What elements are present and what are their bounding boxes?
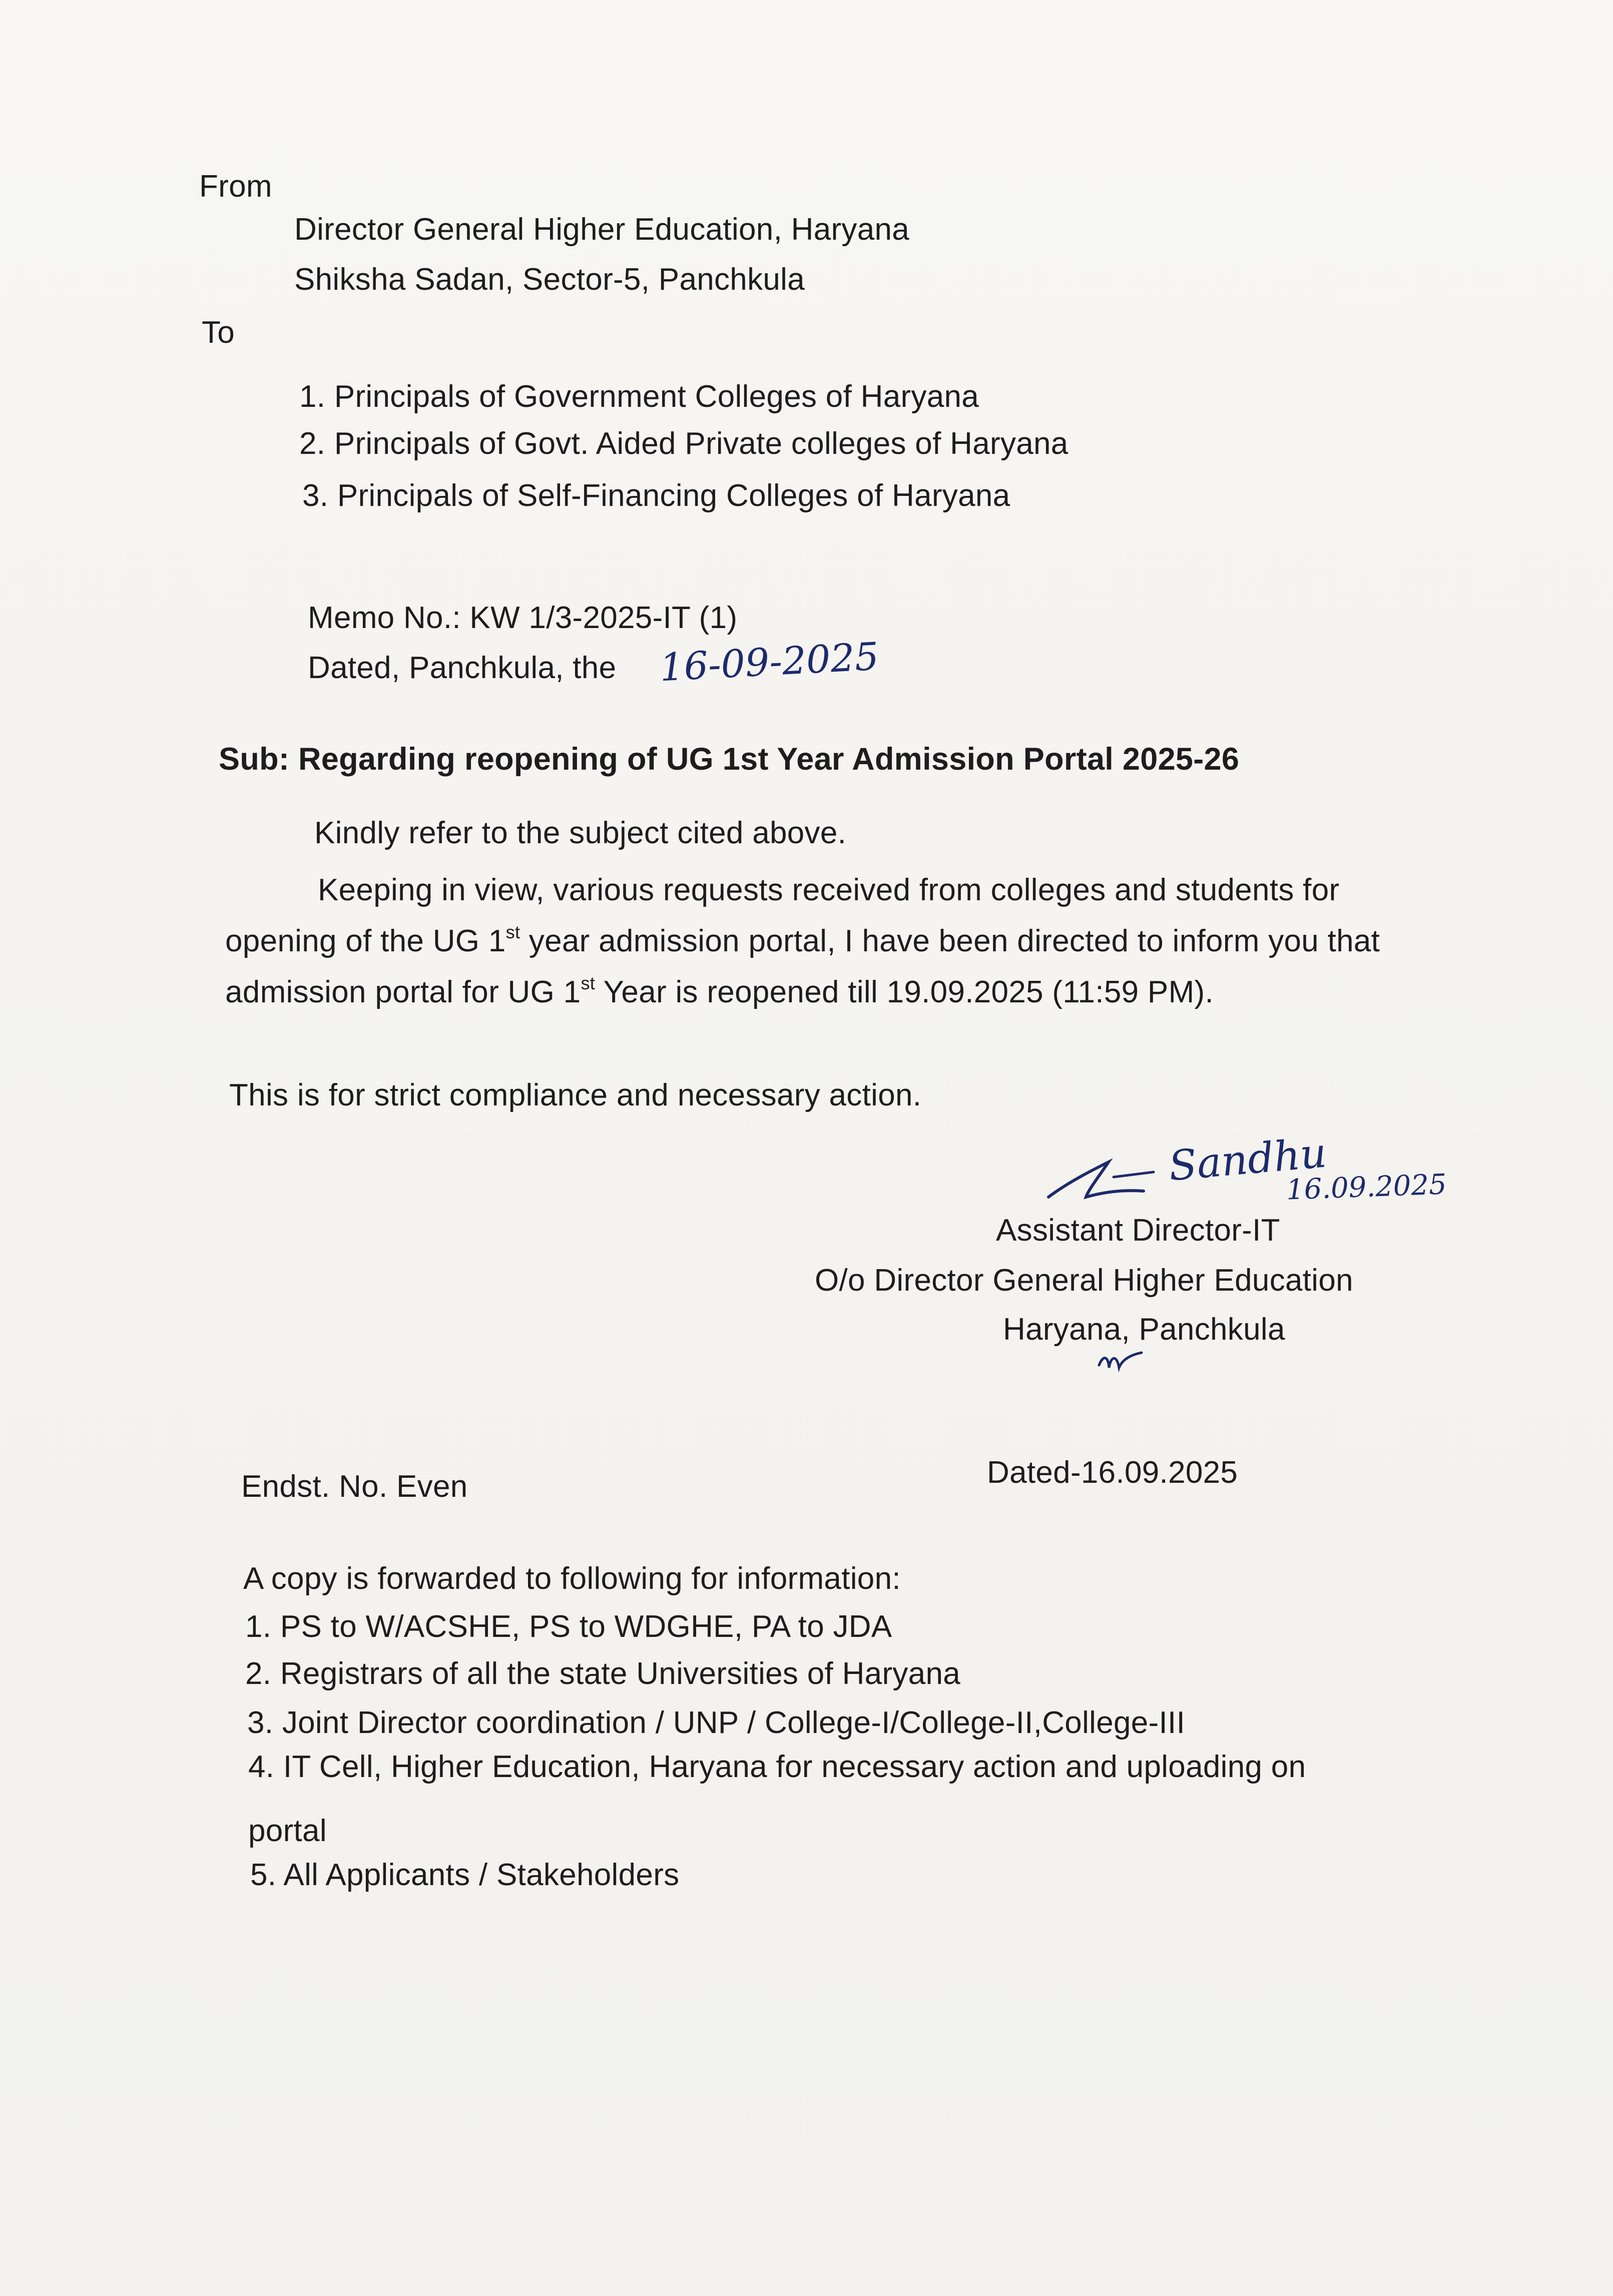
memo-dated-handwritten: 16-09-2025: [658, 634, 880, 690]
body-para2-sup1: st: [505, 922, 520, 942]
subject-line: Sub: Regarding reopening of UG 1st Year Admission Portal 2025-26: [219, 742, 1240, 777]
copy-list-item-2: 2. Registrars of all the state Universities of Haryana: [245, 1656, 961, 1691]
signature-handwritten-date: 16.09.2025: [1285, 1168, 1447, 1207]
signature-handwritten-name: Sandhu: [1167, 1129, 1329, 1191]
from-line-1: Director General Higher Education, Haryana: [294, 212, 910, 247]
body-para2-part3: Year is reopened till 19.09.2025 (11:59 PM).: [595, 975, 1214, 1009]
to-recipient-1: 1. Principals of Government Colleges of Haryana: [299, 379, 979, 414]
signatory-office-line-2: Haryana, Panchkula: [1003, 1312, 1285, 1347]
body-para2-part2: year admission portal, I have been directed to inform you that admission portal for UG 1: [225, 924, 1380, 1009]
copy-list-item-3: 3. Joint Director coordination / UNP / College-I/College-II,College-III: [247, 1705, 1186, 1740]
to-label: To: [202, 315, 235, 350]
copy-list-item-1: 1. PS to W/ACSHE, PS to WDGHE, PA to JDA: [245, 1609, 892, 1644]
to-recipient-2: 2. Principals of Govt. Aided Private colleges of Haryana: [299, 426, 1068, 461]
memo-dated-label: Dated, Panchkula, the: [308, 651, 617, 685]
from-line-2: Shiksha Sadan, Sector-5, Panchkula: [294, 262, 805, 297]
endorsement-number: Endst. No. Even: [241, 1469, 468, 1504]
body-line-3: This is for strict compliance and necessary action.: [229, 1078, 922, 1112]
body-para2-part1: Keeping in view, various requests received from colleges and students for opening of the UG 1: [225, 873, 1340, 958]
endorsement-dated: Dated-16.09.2025: [987, 1455, 1238, 1490]
initials-mark: [1094, 1345, 1149, 1375]
copy-list-item-5: 5. All Applicants / Stakeholders: [250, 1858, 680, 1892]
body-paragraph-2: [225, 865, 1401, 1018]
copy-intro: A copy is forwarded to following for information:: [243, 1561, 901, 1596]
body-line-1: Kindly refer to the subject cited above.: [314, 816, 847, 850]
copy-list-item-4: 4. IT Cell, Higher Education, Haryana for necessary action and uploading on: [248, 1750, 1306, 1784]
signatory-designation: Assistant Director-IT: [996, 1213, 1280, 1248]
body-para2-sup2: st: [581, 973, 596, 993]
copy-list-item-4-continued: portal: [248, 1814, 327, 1848]
signatory-office-line-1: O/o Director General Higher Education: [815, 1263, 1353, 1298]
memo-number: Memo No.: KW 1/3-2025-IT (1): [308, 601, 738, 635]
from-label: From: [199, 169, 272, 204]
to-recipient-3: 3. Principals of Self-Financing Colleges of Haryana: [302, 478, 1010, 513]
